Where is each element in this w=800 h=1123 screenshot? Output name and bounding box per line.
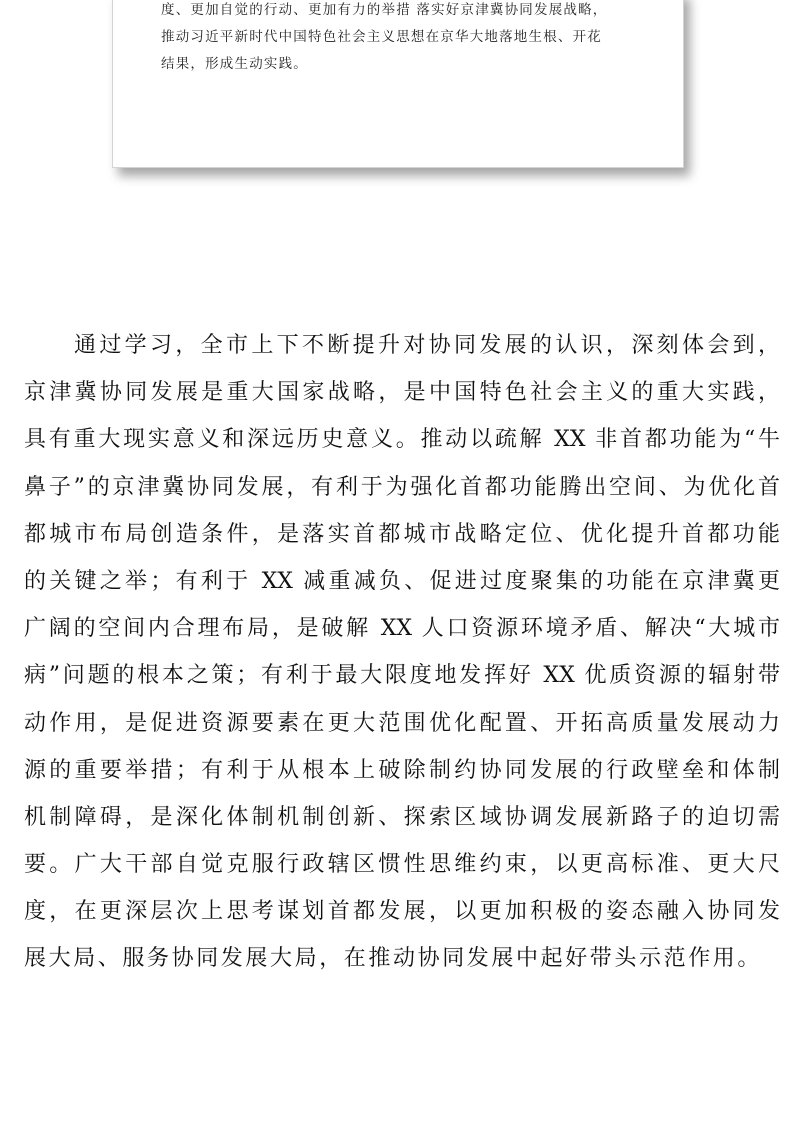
paragraph-line: 京津冀协同发展是重大国家战略，是中国特色社会主义的重大实践，	[24, 380, 780, 406]
paragraph-line: 度，在更深层次上思考谋划首都发展，以更加积极的姿态融入协同发	[24, 899, 780, 925]
paragraph-line: 要。广大干部自觉克服行政辖区惯性思维约束，以更高标准、更大尺	[24, 852, 780, 878]
paragraph-line: 广阔的空间内合理布局，是破解 XX 人口资源环境矛盾、解决“大城市	[24, 616, 780, 642]
paragraph-line: 源的重要举措；有利于从根本上破除制约协同发展的行政壁垒和体制	[24, 757, 780, 783]
quote-card	[112, 0, 684, 168]
quote-line: 推动习近平新时代中国特色社会主义思想在京华大地落地生根、开花	[161, 29, 602, 45]
paragraph-line: 鼻子”的京津冀协同发展，有利于为强化首都功能腾出空间、为优化首	[24, 474, 780, 500]
quote-line: 度、更加自觉的行动、更加有力的举措 落实好京津冀协同发展战略，	[161, 2, 608, 18]
paragraph-line: 通过学习，全市上下不断提升对协同发展的认识，深刻体会到，	[74, 333, 780, 358]
paragraph-line: 动作用，是促进资源要素在更大范围优化配置、开拓高质量发展动力	[24, 710, 780, 736]
quote-line: 结果，形成生动实践。	[161, 56, 308, 72]
body-paragraph	[24, 322, 780, 983]
paragraph-line: 都城市布局创造条件，是落实首都城市战略定位、优化提升首都功能	[24, 521, 780, 547]
paragraph-line: 机制障碍，是深化体制机制创新、探索区域协调发展新路子的迫切需	[24, 804, 780, 830]
paragraph-line: 的关键之举；有利于 XX 减重减负、促进过度聚集的功能在京津冀更	[24, 568, 780, 594]
paragraph-line: 具有重大现实意义和深远历史意义。推动以疏解 XX 非首都功能为“牛	[24, 427, 780, 453]
paragraph-line: 病”问题的根本之策；有利于最大限度地发挥好 XX 优质资源的辐射带	[24, 663, 780, 689]
paragraph-line: 展大局、服务协同发展大局，在推动协同发展中起好带头示范作用。	[24, 946, 763, 972]
